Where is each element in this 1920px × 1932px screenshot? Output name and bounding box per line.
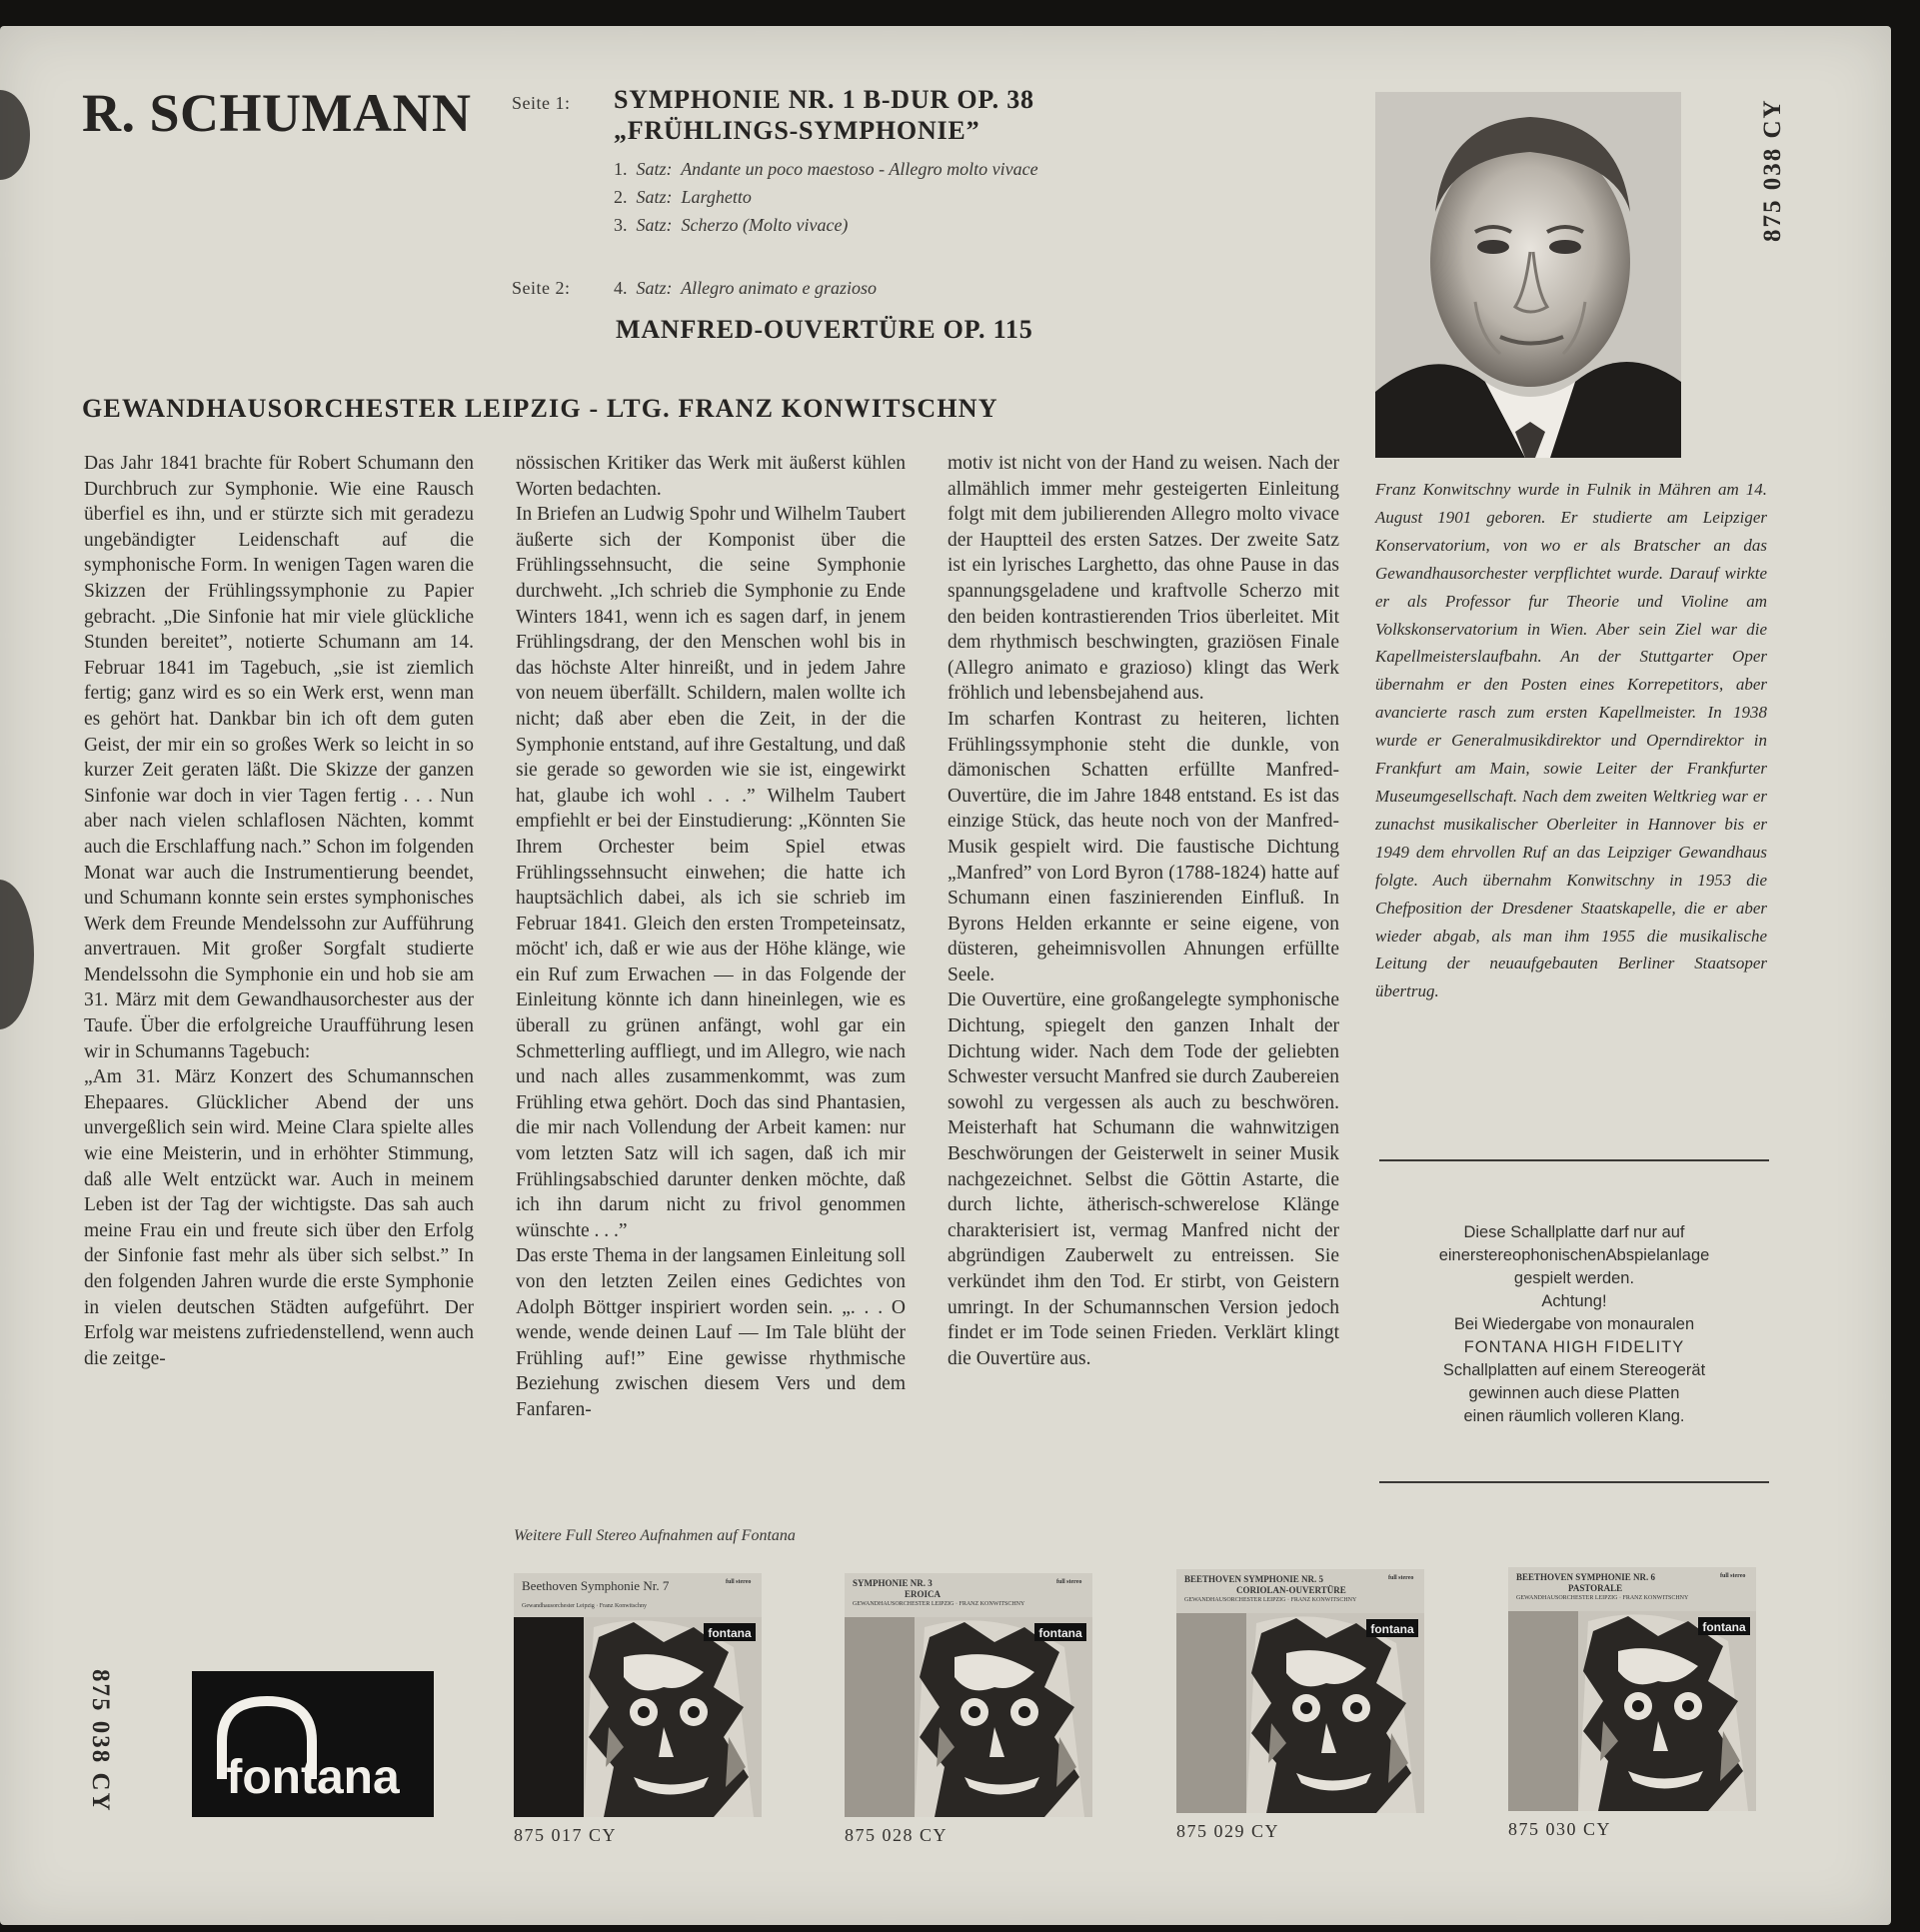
side2-label: Seite 2: bbox=[512, 278, 571, 298]
catalog-number-vertical: 875 038 CY bbox=[1759, 98, 1786, 242]
thumbnail-orchestra: GEWANDHAUSORCHESTER LEIPZIG · FRANZ KONWITSCHNY bbox=[853, 1601, 1025, 1607]
paragraph: motiv ist nicht von der Hand zu weisen. Nach der allmählich immer mehr gesteigerten Einleitung folgt mit dem jubilierenden Allegro molto vivace der Hauptteil des ersten Satzes. Der zweite Satz ist ein lyrisches Larghetto, das ohne Pause in das spannungsgeladene und kraftvolle Scherzo mit den beiden kontrastierenden Trios überleitet. Mit dem rhythmisch beschwingten, graziösen Finale (Allegro animato e grazioso) klingt das Werk fröhlich und lebensbejahend aus. bbox=[948, 453, 1339, 705]
beethoven-artwork-image bbox=[1508, 1611, 1756, 1811]
paragraph: Im scharfen Kontrast zu heiteren, lichten Frühlingssymphonie steht die dunkle, von dämonischen Schatten erfüllte Manfred-Ouvertüre, die im Jahre 1848 entstand. Es ist das einzige Stück, das heute noch von der Manfred-Musik gespielt wird. Die faustische Dichtung „Manfred” von Lord Byron (1788-1824) hatte auf Schumann einen faszinierenden Einfluß. In Byrons Helden erkannte er seine eigene, von düsteren, geheimnisvollen Ahnungen erfüllte Seele. bbox=[948, 708, 1339, 985]
record-thumbnail bbox=[1176, 1569, 1424, 1813]
record-thumbnail bbox=[1508, 1567, 1756, 1811]
artwork-shape bbox=[1176, 1613, 1246, 1813]
thumbnail-logo-text: fontana bbox=[1702, 1620, 1746, 1634]
thumbnail-logo-text: fontana bbox=[1038, 1626, 1082, 1640]
artwork-shape bbox=[514, 1617, 584, 1817]
beethoven-artwork-image bbox=[845, 1617, 1092, 1817]
thumbnail-catalog-number: 875 030 CY bbox=[1508, 1819, 1612, 1839]
record-thumbnail bbox=[845, 1573, 1092, 1817]
fontana-logo-icon bbox=[192, 1671, 434, 1817]
paragraph: „Am 31. März Konzert des Schumannschen Ehepaares. Glücklicher Abend der uns unvergeßlich sein wird. Meine Clara spielte alles wie eine Meisterin, und in erhöhter Stimmung, daß alle Welt entzückt war. Auch in meinem Leben ist der Tag der wichtigste. Das sah auch meine Frau ein und freute sich über den Erfolg der Sinfonie fast mehr als über sich selbst.” In den folgenden Jahren wurde die erste Symphonie in vielen deutschen Städten aufgeführt. Der Erfolg war meistens zufriedenstellend, wenn auch die zeitge- bbox=[84, 1066, 474, 1369]
thumbnail-header bbox=[1176, 1569, 1424, 1613]
work-title-line2: „FRÜHLINGS-SYMPHONIE” bbox=[614, 116, 980, 145]
thumbnail-orchestra: Gewandhausorchester Leipzig · Franz Konwitschny bbox=[522, 1603, 647, 1609]
orchestra-credit: GEWANDHAUSORCHESTER LEIPZIG - LTG. FRANZ KONWITSCHNY bbox=[82, 394, 998, 423]
more-recordings-label: Weitere Full Stereo Aufnahmen auf Fontana bbox=[514, 1527, 796, 1544]
conductor-portrait bbox=[1375, 92, 1681, 458]
divider bbox=[1379, 1159, 1769, 1161]
thumbnail-title: BEETHOVEN SYMPHONIE NR. 6 bbox=[1516, 1572, 1656, 1582]
thumbnail-subtitle: CORIOLAN-OUVERTÜRE bbox=[1236, 1585, 1346, 1595]
thumbnail-title: Beethoven Symphonie Nr. 7 bbox=[522, 1578, 670, 1593]
thumbnail-header bbox=[514, 1573, 762, 1617]
full-stereo-badge: full stereo bbox=[726, 1579, 752, 1585]
beethoven-artwork-image bbox=[514, 1617, 762, 1817]
artwork-shape bbox=[1632, 1700, 1644, 1712]
logo-text: fontana bbox=[226, 1751, 400, 1804]
thumbnail-logo-text: fontana bbox=[1370, 1622, 1414, 1636]
thumbnail-title: SYMPHONIE NR. 3 bbox=[853, 1578, 933, 1588]
composer-name: R. SCHUMANN bbox=[82, 83, 472, 143]
body-column-2 bbox=[516, 451, 906, 1423]
side1-work-title bbox=[614, 84, 1034, 146]
artwork-shape bbox=[1300, 1702, 1312, 1714]
thumbnail-subtitle: PASTORALE bbox=[1568, 1583, 1623, 1593]
portrait-image bbox=[1375, 92, 1681, 458]
thumbnail-title: BEETHOVEN SYMPHONIE NR. 5 bbox=[1184, 1574, 1324, 1584]
thumbnail-orchestra: GEWANDHAUSORCHESTER LEIPZIG · FRANZ KONWITSCHNY bbox=[1516, 1595, 1689, 1601]
paragraph: In Briefen an Ludwig Spohr und Wilhelm Taubert äußerte sich der Komponist über die Frühlingssehnsucht, die seine Symphonie durchweht. „Ich schrieb die Symphonie zu Ende Winters 1841, wenn ich es sagen darf, in jenem Frühlingsdrang, der den Menschen wohl bis in das höchste Alter hinreißt, und in jedem Jahre von neuem überfällt. Schildern, malen wollte ich nicht; daß aber eben die Zeit, in der die Symphonie entstand, auf ihre Gestaltung, und daß sie gerade so geworden wie sie ist, eingewirkt hat, glaube ich wohl . . .” Wilhelm Taubert empfiehlt er bei der Einstudierung: „Könnten Sie Ihrem Orchester beim Spiel etwas Frühlingssehnsucht einwehen; die hatte ich hauptsächlich dabei, als ich sie schrieb im Februar 1841. Gleich den ersten Trompeteinsatz, möcht' ich, daß er wie aus der Höhe klänge, wie ein Ruf zum Erwachen — in das Folgende der Einleitung könnte ich dann hineinlegen, wie es überall zu grünen anfängt, wohl gar ein Schmetterling auffliegt, und im Allegro, wie nach und nach alles zusammenkommt, was zum Frühling etwa gehört. Doch das sind Phantasien, die mir nach Vollendung der Arbeit kamen: nur vom letzten Satz will ich sagen, daß ich mir Frühlingsabschied darunter denken möchte, daß ich ihn darum nicht zu frivol genommen wünschte . . .” bbox=[516, 504, 906, 1241]
body-column-1 bbox=[84, 451, 474, 1371]
full-stereo-badge: full stereo bbox=[1388, 1575, 1414, 1581]
catalog-number-vertical-bottom: 875 038 CY bbox=[87, 1669, 114, 1813]
artwork-shape bbox=[688, 1706, 700, 1718]
artwork-shape bbox=[638, 1706, 650, 1718]
thumbnail-header bbox=[845, 1573, 1092, 1617]
artwork-shape bbox=[1682, 1700, 1694, 1712]
movement-item: 1. Satz: Andante un poco maestoso - Allegro molto vivace bbox=[614, 159, 1038, 179]
paragraph: Das erste Thema in der langsamen Einleitung soll von den letzten Zeilen eines Gedichtes von Adolph Böttger inspiriert worden sein. „. . . O wende, wende deinen Lauf — Im Tale blüht der Frühling auf!” Eine gewisse rhythmische Beziehung zwischen diesem Vers und dem Fanfaren- bbox=[516, 1245, 906, 1420]
artwork-shape bbox=[968, 1706, 980, 1718]
movement-item: 3. Satz: Scherzo (Molto vivace) bbox=[614, 215, 849, 235]
thumbnail-catalog-number: 875 017 CY bbox=[514, 1825, 618, 1845]
artwork-shape bbox=[1018, 1706, 1030, 1718]
thumbnail-orchestra: GEWANDHAUSORCHESTER LEIPZIG · FRANZ KONWITSCHNY bbox=[1184, 1597, 1357, 1603]
side2-movement: 4. Satz: Allegro animato e grazioso bbox=[614, 278, 878, 298]
paragraph: nössischen Kritiker das Werk mit äußerst kühlen Worten bedachten. bbox=[516, 453, 906, 500]
divider bbox=[1379, 1481, 1769, 1483]
side1-label: Seite 1: bbox=[512, 93, 571, 113]
artwork-shape bbox=[1350, 1702, 1362, 1714]
full-stereo-badge: full stereo bbox=[1720, 1573, 1746, 1579]
thumbnail-catalog-number: 875 029 CY bbox=[1176, 1821, 1280, 1841]
side1-movements bbox=[614, 155, 1038, 239]
thumbnail-header bbox=[1508, 1567, 1756, 1611]
fontana-logo bbox=[192, 1671, 434, 1817]
paragraph: Die Ouvertüre, eine großangelegte symphonische Dichtung, spiegelt den ganzen Inhalt der Dichtung wider. Nach dem Tode der geliebten Schwester versucht Manfred sie durch Zaubereien sowohl zu vergessen als auch zu beschwören. Meisterhaft hat Schumann die wahnwitzigen Beschwörungen der Geisterwelt in seiner Musik nachgezeichnet. Selbst die Göttin Astarte, die durch lichte, ätherisch-schwerelose Klänge charakterisiert ist, vermag Manfred nicht der abgründigen Zauberwelt zu entreissen. Sie verkündet ihm den Tod. Er stirbt, von Geistern umringt. In der Schumannschen Version jedoch findet er im Tode seinen Frieden. Verklärt klingt die Ouvertüre aus. bbox=[948, 989, 1339, 1369]
body-column-3 bbox=[948, 451, 1339, 1371]
beethoven-artwork-image bbox=[1176, 1613, 1424, 1813]
side2-work-title: MANFRED-OUVERTÜRE OP. 115 bbox=[616, 315, 1033, 344]
thumbnail-subtitle: EROICA bbox=[905, 1589, 942, 1599]
full-stereo-badge: full stereo bbox=[1056, 1579, 1082, 1585]
movement-item: 2. Satz: Larghetto bbox=[614, 187, 752, 207]
artwork-shape bbox=[1508, 1611, 1578, 1811]
stereo-notice: Diese Schallplatte darf nur auf einerstereophonischenAbspielanlage gespielt werden. Achtung! Bei Wiedergabe von monauralen FONTANA HIGH FIDELITY Schallplatten auf einem Stereogerät gewinnen auch diese Platten einen räumlich volleren Klang. bbox=[1438, 1223, 1710, 1425]
record-thumbnail bbox=[514, 1573, 762, 1817]
work-title-line1: SYMPHONIE NR. 1 B-DUR OP. 38 bbox=[614, 85, 1034, 114]
thumbnail-logo-text: fontana bbox=[708, 1626, 752, 1640]
conductor-biography: Franz Konwitschny wurde in Fulnik in Mähren am 14. August 1901 geboren. Er studierte am Leipziger Konservatorium, von wo er als Bratscher an das Gewandhausorchester verpflichtet wurde. Darauf wirkte er als Professor fur Theorie und Violine am Volkskonservatorium in Wien. Aber sein Ziel war die Kapellmeisterslaufbahn. An der Stuttgarter Oper übernahm er den Posten eines Korrepetitors, aber avancierte rasch zum ersten Kapellmeister. In 1938 wurde er Generalmusikdirektor und Operndirektor in Frankfurt am Main, sowie Leiter der Frankfurter Museumgesellschaft. Nach dem zweiten Weltkrieg war er zunachst musikalischer Oberleiter in Hannover bis er 1949 dem ehrvollen Ruf an das Leipziger Gewandhaus folgte. Auch übernahm Konwitschny in 1953 die Chefposition der Dresdener Staatskapelle, die er aber wieder abgab, als man ihm 1955 die musikalische Leitung der neuaufgebauten Berliner Staatsoper übertrug. bbox=[1375, 480, 1767, 1001]
artwork-shape bbox=[845, 1617, 915, 1817]
thumbnail-catalog-number: 875 028 CY bbox=[845, 1825, 949, 1845]
paragraph: Das Jahr 1841 brachte für Robert Schumann den Durchbruch zur Symphonie. Wie eine Rausch überfiel es ihn, und er stürzte sich mit geradezu ungebändigter Leidenschaft auf die symphonische Form. In wenigen Tagen waren die Skizzen der Frühlingssymphonie zu Papier gebracht. „Die Sinfonie hat mir viele glückliche Stunden bereitet”, notierte Schumann am 14. Februar 1841 im Tagebuch, „sie ist ziemlich fertig; ganz wird es so ein Werk erst, wenn man es gehört hat. Dankbar bin ich oft dem guten Geist, der mir ein so großes Werk so leicht in so kurzer Zeit geraten läßt. Die Skizze der ganzen Sinfonie war doch in vier Tagen fertig . . . Nun aber nach vielen schlaflosen Nächten, kommt auch die Erschlaffung nach.” Schon im folgenden Monat war auch die Instrumentierung beendet, und Schumann konnte sein erstes symphonisches Werk dem Freunde Mendelssohn zur Aufführung anvertrauen. Mit großer Sorgfalt studierte Mendelssohn die Symphonie ein und hob sie am 31. März mit dem Gewandhausorchester aus der Taufe. Über die erfolgreiche Uraufführung lesen wir in Schumanns Tagebuch: bbox=[84, 453, 474, 1062]
